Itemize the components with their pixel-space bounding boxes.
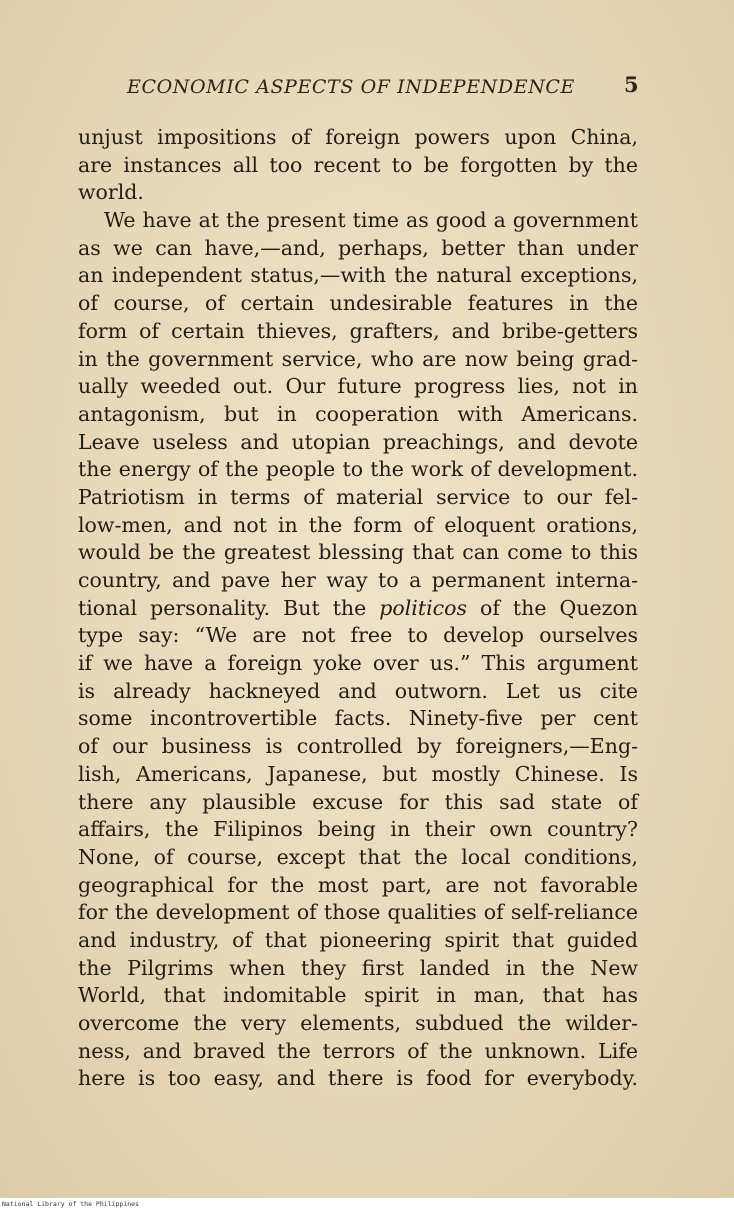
text-line bbox=[78, 789, 638, 817]
footer-bar bbox=[0, 1200, 734, 1208]
text-line bbox=[78, 179, 638, 207]
text-segment: country, and pave her way to a permanent interna- bbox=[78, 568, 638, 592]
library-watermark: National Library of the Philippines bbox=[2, 1200, 139, 1208]
text-segment: affairs, the Filipinos being in their own country? bbox=[78, 817, 638, 842]
running-head bbox=[0, 72, 734, 102]
text-segment: of course, of certain undesirable features in the bbox=[78, 291, 638, 316]
text-line bbox=[78, 761, 638, 789]
text-segment: geographical for the most part, are not favorable bbox=[78, 872, 638, 897]
text-segment: there any plausible excuse for this sad state of bbox=[78, 789, 638, 814]
text-segment: overcome the very elements, subdued the wilder- bbox=[78, 1011, 638, 1035]
text-line bbox=[78, 207, 638, 235]
text-segment: in the government service, who are now being grad- bbox=[78, 346, 638, 371]
text-line bbox=[78, 872, 638, 900]
text-line bbox=[78, 650, 638, 678]
text-line bbox=[78, 705, 638, 733]
text-segment: here is too easy, and there is food for everybody. bbox=[78, 1066, 638, 1091]
text-line bbox=[78, 152, 638, 180]
text-line bbox=[78, 816, 638, 844]
text-segment: of the Quezon bbox=[467, 595, 638, 620]
text-segment: tional personality. But the bbox=[78, 595, 380, 620]
text-segment: ness, and braved the terrors of the unknown. Life bbox=[78, 1038, 638, 1063]
text-segment: as we can have,—and, perhaps, better than under bbox=[78, 235, 638, 260]
body-text bbox=[78, 124, 638, 1093]
text-segment: Patriotism in terms of material service to our fel- bbox=[78, 484, 638, 509]
text-line bbox=[78, 955, 638, 983]
text-line bbox=[78, 927, 638, 955]
italic-text: politicos bbox=[379, 595, 467, 620]
text-line bbox=[78, 373, 638, 401]
text-line bbox=[78, 318, 638, 346]
text-segment: of our business is controlled by foreigners,—Eng- bbox=[78, 734, 638, 759]
text-segment: some incontrovertible facts. Ninety-five per cent bbox=[78, 706, 638, 731]
text-line bbox=[78, 262, 638, 290]
text-line bbox=[78, 844, 638, 872]
text-segment: unjust impositions of foreign powers upon China, bbox=[78, 125, 638, 149]
text-line bbox=[78, 290, 638, 318]
text-segment: the energy of the people to the work of development. bbox=[78, 457, 638, 482]
text-segment: antagonism, but in cooperation with Americans. bbox=[78, 401, 638, 426]
text-line bbox=[78, 982, 638, 1010]
text-segment: None, of course, except that the local conditions, bbox=[78, 844, 638, 869]
text-line bbox=[78, 622, 638, 650]
text-line bbox=[78, 512, 638, 540]
text-line bbox=[78, 733, 638, 761]
text-segment: We have at the present time as good a government bbox=[104, 208, 638, 233]
text-line bbox=[78, 1065, 638, 1093]
text-segment: world. bbox=[78, 180, 144, 205]
running-title: ECONOMIC ASPECTS OF INDEPENDENCE bbox=[127, 76, 576, 98]
text-line bbox=[78, 484, 638, 512]
text-segment: lish, Americans, Japanese, but mostly Chinese. Is bbox=[78, 761, 638, 786]
text-line bbox=[78, 1038, 638, 1066]
text-line bbox=[78, 346, 638, 374]
text-line bbox=[78, 678, 638, 706]
page-number: 5 bbox=[624, 72, 639, 97]
text-segment: is already hackneyed and outworn. Let us cite bbox=[78, 678, 638, 703]
text-segment: the Pilgrims when they first landed in the New bbox=[78, 955, 638, 980]
text-segment: for the development of those qualities of self-reliance bbox=[78, 900, 638, 925]
text-segment: an independent status,—with the natural exceptions, bbox=[78, 263, 638, 288]
text-segment: would be the greatest blessing that can come to this bbox=[78, 540, 638, 565]
text-line bbox=[78, 595, 638, 623]
text-segment: and industry, of that pioneering spirit that guided bbox=[78, 927, 638, 952]
text-segment: Leave useless and utopian preachings, and devote bbox=[78, 429, 638, 454]
text-segment: type say: “We are not free to develop ourselves bbox=[78, 623, 638, 648]
text-line bbox=[78, 899, 638, 927]
text-segment: if we have a foreign yoke over us.” This argument bbox=[78, 651, 638, 676]
text-line bbox=[78, 567, 638, 595]
text-line bbox=[78, 456, 638, 484]
text-line bbox=[78, 539, 638, 567]
text-line bbox=[78, 401, 638, 429]
text-line bbox=[78, 429, 638, 457]
text-segment: are instances all too recent to be forgotten by the bbox=[78, 152, 638, 177]
text-segment: World, that indomitable spirit in man, that has bbox=[78, 983, 638, 1008]
text-segment: low-men, and not in the form of eloquent orations, bbox=[78, 512, 638, 537]
text-segment: ually weeded out. Our future progress lies, not in bbox=[78, 374, 638, 399]
text-line bbox=[78, 1010, 638, 1038]
text-segment: form of certain thieves, grafters, and bribe-getters bbox=[78, 318, 638, 343]
text-line bbox=[78, 235, 638, 263]
text-line bbox=[78, 124, 638, 152]
